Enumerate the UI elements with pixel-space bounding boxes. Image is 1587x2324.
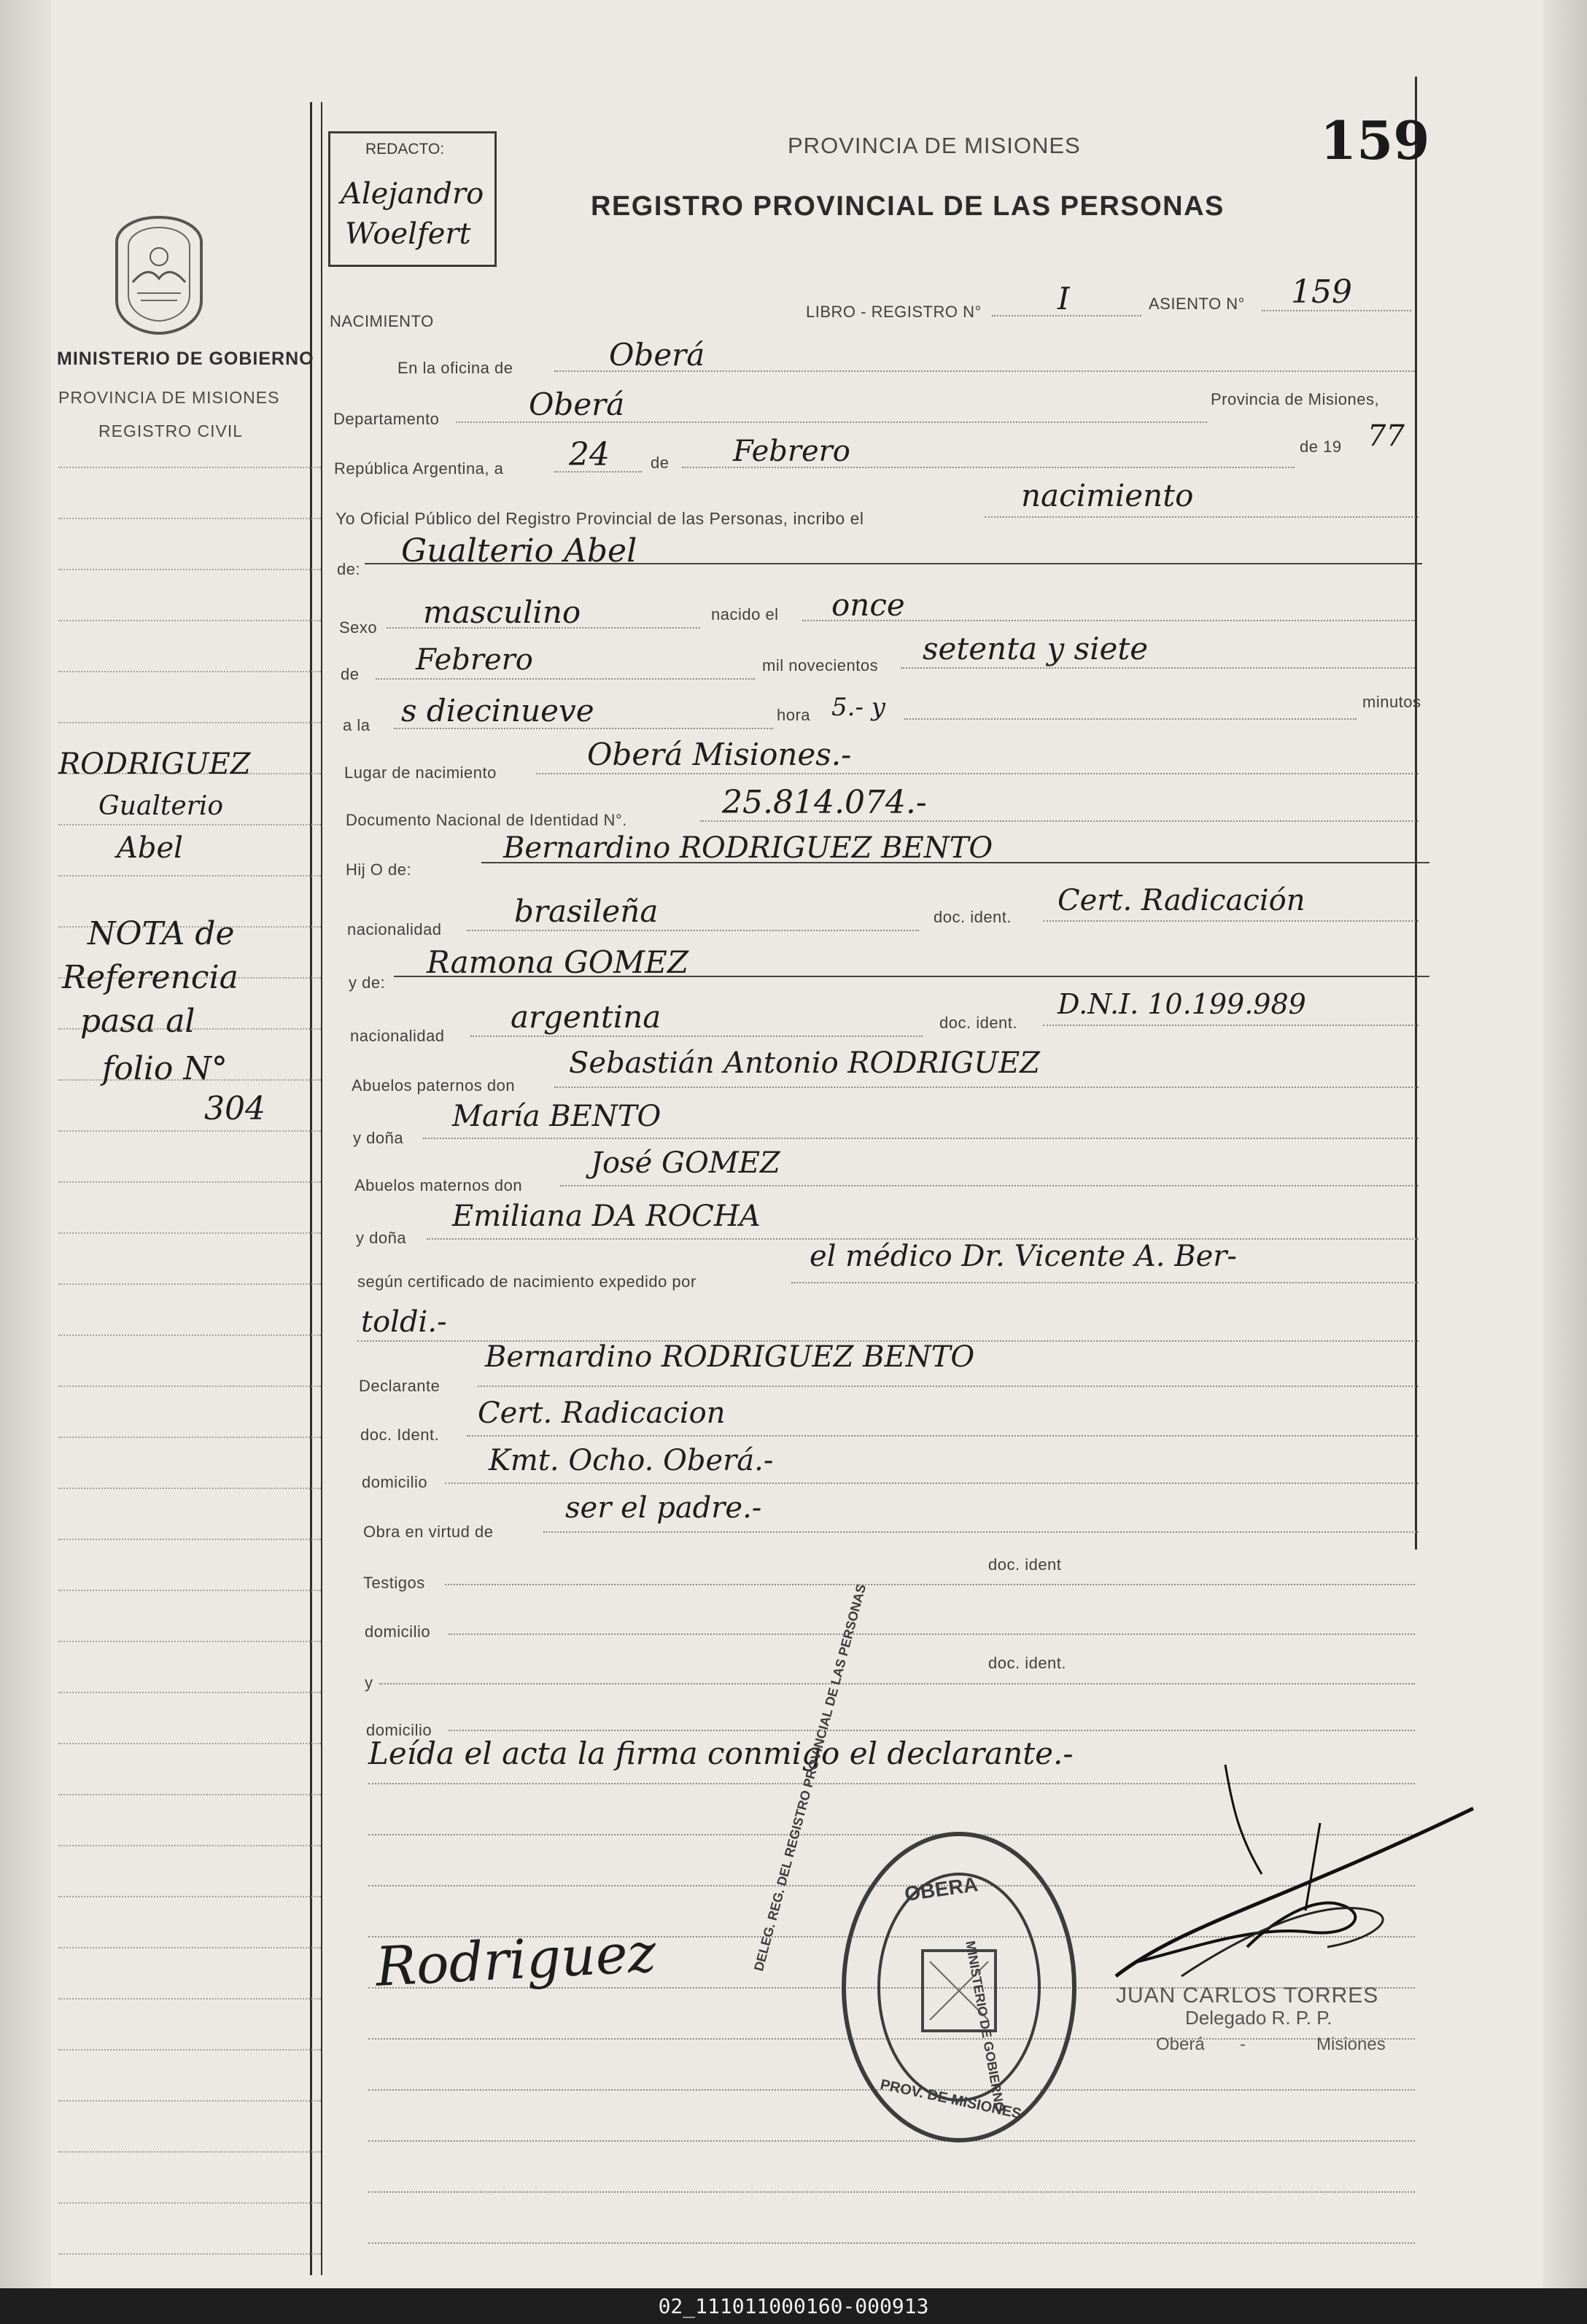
certificado-label: según certificado de nacimiento expedido por xyxy=(357,1272,697,1291)
margin-ruled-line xyxy=(58,671,321,672)
margin-ruled-line xyxy=(58,1896,321,1897)
margin-ruled-line xyxy=(58,1539,321,1540)
libro-value: I xyxy=(1058,281,1070,316)
declarante-doc-dots xyxy=(467,1435,1419,1437)
margin-ruled-line xyxy=(58,1947,321,1948)
abuelo-pat-value: Sebastián Antonio RODRIGUEZ xyxy=(569,1046,1040,1080)
blank-line xyxy=(368,2242,1415,2244)
domicilio-t2-label: domicilio xyxy=(366,1721,432,1739)
madre-doc-value: D.N.I. 10.199.989 xyxy=(1058,988,1306,1020)
padre-value: Bernardino RODRIGUEZ BENTO xyxy=(503,831,993,865)
blank-line xyxy=(368,2191,1415,2193)
hora-label: hora xyxy=(777,706,811,724)
padre-doc-value: Cert. Radicación xyxy=(1058,884,1305,917)
redacto-name-2: Woelfert xyxy=(345,217,471,251)
abuelo-pat-dots xyxy=(554,1087,1419,1088)
madre-nac-value: argentina xyxy=(511,999,661,1035)
image-id-footer: 02_111011000160-000913 xyxy=(0,2288,1587,2324)
doc-ident-dec-label: doc. Ident. xyxy=(360,1426,440,1444)
inscribe-value: nacimiento xyxy=(1021,478,1194,513)
ministry-line2: PROVINCIA DE MISIONES xyxy=(58,388,280,407)
de-mes-label: de xyxy=(341,665,360,683)
madre-nac-dots xyxy=(470,1035,923,1037)
madre-value: Ramona GOMEZ xyxy=(427,944,689,980)
margin-ruled-line xyxy=(58,2151,321,2153)
a-la-label: a la xyxy=(343,716,370,734)
margin-ruled-line xyxy=(58,2100,321,2102)
margin-ruled-line xyxy=(58,1692,321,1693)
ministry-line1: MINISTERIO DE GOBIERNO xyxy=(57,349,314,369)
nacido-mes-value: Febrero xyxy=(416,643,533,677)
doc-ident-madre-label: doc. ident. xyxy=(939,1014,1018,1032)
official-dash: - xyxy=(1240,2035,1246,2054)
margin-ruled-line xyxy=(58,1641,321,1642)
nacido-mes-dots xyxy=(376,678,755,680)
margin-ruled-line xyxy=(58,620,321,621)
padre-nac-value: brasileña xyxy=(514,893,659,929)
declarante-doc-value: Cert. Radicacion xyxy=(478,1396,726,1430)
lugar-label: Lugar de nacimiento xyxy=(344,763,497,782)
margin-nota-5: 304 xyxy=(204,1090,265,1127)
margin-ruled-line xyxy=(58,518,321,519)
oficial-text: Yo Oficial Público del Registro Provincial de las Personas, incribo el xyxy=(335,509,864,528)
margin-ruled-line xyxy=(58,1386,321,1387)
hora-value: s diecinueve xyxy=(401,693,594,728)
abuela-mat-value: Emiliana DA ROCHA xyxy=(452,1200,761,1233)
margin-nota-2: Referencia xyxy=(62,959,238,996)
stamp-inner-text: MINISTERIO DE GOBIERNO xyxy=(963,1940,1008,2113)
anio-value: 77 xyxy=(1367,419,1405,453)
margin-ruled-line xyxy=(58,875,321,877)
margin-ruled-line xyxy=(58,1845,321,1846)
declarante-signature: Rodriguez xyxy=(374,1921,658,2000)
official-place: Oberá xyxy=(1156,2035,1205,2054)
obra-label: Obra en virtud de xyxy=(363,1523,494,1541)
oficina-label: En la oficina de xyxy=(397,359,513,377)
margin-ruled-line xyxy=(58,1437,321,1438)
provincia-heading: PROVINCIA DE MISIONES xyxy=(788,133,1081,158)
de-label: de xyxy=(651,454,670,472)
sexo-label: Sexo xyxy=(339,618,378,637)
margin-ruled-line xyxy=(58,1998,321,2000)
redacto-label: REDACTO: xyxy=(365,141,445,158)
doc-ident-t1-label: doc. ident xyxy=(988,1555,1062,1574)
domicilio-t1-label: domicilio xyxy=(365,1622,431,1641)
margin-name-3: Abel xyxy=(117,831,183,865)
oficina-value: Oberá xyxy=(609,337,705,373)
abuelos-mat-label: Abuelos maternos don xyxy=(354,1176,523,1194)
margin-name-1: RODRIGUEZ xyxy=(58,747,251,781)
margin-ruled-line xyxy=(58,1794,321,1795)
abuela-pat-dots xyxy=(423,1138,1419,1139)
margin-ruled-line xyxy=(58,569,321,570)
ministry-line3: REGISTRO CIVIL xyxy=(98,421,244,440)
nacimiento-label: NACIMIENTO xyxy=(330,312,434,330)
margin-ruled-line xyxy=(58,1488,321,1489)
registro-title: REGISTRO PROVINCIAL DE LAS PERSONAS xyxy=(591,191,1225,222)
margin-ruled-line xyxy=(58,1130,321,1132)
abuelo-mat-value: José GOMEZ xyxy=(591,1146,780,1180)
y-dona-label: y doña xyxy=(353,1129,404,1147)
dni-value: 25.814.074.- xyxy=(722,784,927,821)
margin-rule-outer xyxy=(310,102,312,2275)
margin-ruled-line xyxy=(58,1743,321,1744)
certificado-dots xyxy=(791,1282,1419,1283)
redacto-name-1: Alejandro xyxy=(341,177,484,211)
margin-ruled-line xyxy=(58,2049,321,2051)
stamp-top-text: OBERA xyxy=(903,1873,979,1905)
doc-ident-label: doc. ident. xyxy=(934,908,1012,926)
dni-label: Documento Nacional de Identidad N°. xyxy=(346,811,627,829)
de-persona-label: de: xyxy=(337,560,361,578)
margin-ruled-line xyxy=(58,722,321,723)
obra-value: ser el padre.- xyxy=(565,1491,762,1525)
nacionalidad-madre-label: nacionalidad xyxy=(350,1027,445,1045)
margin-name-2: Gualterio xyxy=(98,791,224,821)
libro-label: LIBRO - REGISTRO N° xyxy=(806,303,982,321)
margin-ruled-line xyxy=(58,1283,321,1285)
provincia-label: Provincia de Misiones, xyxy=(1211,390,1380,408)
margin-nota-3: pasa al xyxy=(80,1003,195,1040)
y-dots xyxy=(379,1683,1415,1684)
nacido-label: nacido el xyxy=(711,605,779,623)
sexo-value: masculino xyxy=(423,594,581,630)
mes-value: Febrero xyxy=(733,435,850,468)
nacido-anio-dots xyxy=(901,667,1415,669)
asiento-value: 159 xyxy=(1291,273,1352,311)
certificado-value-1: el médico Dr. Vicente A. Ber- xyxy=(810,1240,1237,1273)
lugar-value: Oberá Misiones.- xyxy=(587,737,852,772)
book-gutter xyxy=(0,0,51,2288)
nombre-value: Gualterio Abel xyxy=(401,532,637,570)
official-name: JUAN CARLOS TORRES xyxy=(1116,1983,1379,2008)
margin-ruled-line xyxy=(58,1181,321,1183)
official-title: Delegado R. P. P. xyxy=(1185,2007,1332,2029)
abuelos-pat-label: Abuelos paternos don xyxy=(352,1076,516,1095)
declarante-value: Bernardino RODRIGUEZ BENTO xyxy=(485,1340,975,1374)
y-de-label: y de: xyxy=(349,973,386,992)
doc-ident-t2-label: doc. ident. xyxy=(988,1654,1067,1672)
departamento-label: Departamento xyxy=(333,410,440,428)
certificado-value-2: toldi.- xyxy=(361,1305,447,1339)
margin-nota-1: NOTA de xyxy=(88,915,235,952)
page-number: 159 xyxy=(1320,109,1430,171)
stamp-outer-text: DELEG. REG. DEL REGISTRO PROVINCIAL DE LAS PERSONAS xyxy=(751,1582,869,1973)
minutos-dots xyxy=(904,718,1357,720)
abuela-pat-value: María BENTO xyxy=(452,1100,661,1133)
madre-doc-dots xyxy=(1043,1025,1419,1026)
asiento-label: ASIENTO N° xyxy=(1149,295,1245,313)
obra-dots xyxy=(543,1531,1419,1533)
declarante-label: Declarante xyxy=(359,1377,441,1395)
y-label: y xyxy=(365,1674,373,1692)
domicilio-t1-dots xyxy=(449,1633,1415,1635)
margin-ruled-line xyxy=(58,1232,321,1234)
lugar-dots xyxy=(536,773,1419,774)
minutos-label: minutos xyxy=(1362,693,1421,711)
domicilio-label: domicilio xyxy=(362,1473,428,1491)
nacionalidad-label: nacionalidad xyxy=(347,920,442,938)
testigos-dots xyxy=(445,1584,1415,1585)
hijo-label: Hij O de: xyxy=(346,860,412,879)
padre-nac-dots xyxy=(467,930,919,931)
domicilio-t2-dots xyxy=(449,1730,1415,1731)
anio-prefix: de 19 xyxy=(1300,438,1342,456)
page-edge xyxy=(1543,0,1587,2288)
margin-nota-4: folio N° xyxy=(102,1050,228,1087)
margin-ruled-line xyxy=(58,2253,321,2255)
margin-ruled-line xyxy=(58,1334,321,1336)
margin-rule-inner xyxy=(321,102,322,2275)
domicilio-dots xyxy=(445,1482,1419,1484)
departamento-value: Oberá xyxy=(529,386,625,422)
right-rule xyxy=(1415,77,1417,1550)
nacido-anio-value: setenta y siete xyxy=(923,631,1149,667)
mil-label: mil novecientos xyxy=(762,656,879,675)
y-dona-mat-label: y doña xyxy=(356,1229,407,1247)
abuelo-mat-dots xyxy=(560,1185,1419,1186)
stamp-bottom-text: PROV. DE MISIONES xyxy=(878,2076,1023,2123)
redacto-box xyxy=(328,131,497,267)
official-region: Misiones xyxy=(1316,2035,1386,2054)
republica-label: República Argentina, a xyxy=(334,459,504,478)
padre-doc-dots xyxy=(1043,920,1419,922)
margin-ruled-line xyxy=(58,824,321,825)
margin-ruled-line xyxy=(58,467,321,468)
testigos-label: Testigos xyxy=(363,1574,425,1592)
domicilio-value: Kmt. Ocho. Oberá.- xyxy=(489,1444,774,1477)
cierre-value: Leída el acta la firma conmigo el declarante.- xyxy=(368,1736,1074,1771)
declarante-dots xyxy=(478,1386,1419,1387)
dia-value: 24 xyxy=(569,436,610,473)
margin-ruled-line xyxy=(58,1590,321,1591)
margin-ruled-line xyxy=(58,2202,321,2204)
hora-min-value: 5.- y xyxy=(831,693,885,722)
ministry-seal-icon xyxy=(108,213,210,337)
inscribe-dots xyxy=(985,516,1419,518)
nacido-dia-value: once xyxy=(831,587,905,623)
